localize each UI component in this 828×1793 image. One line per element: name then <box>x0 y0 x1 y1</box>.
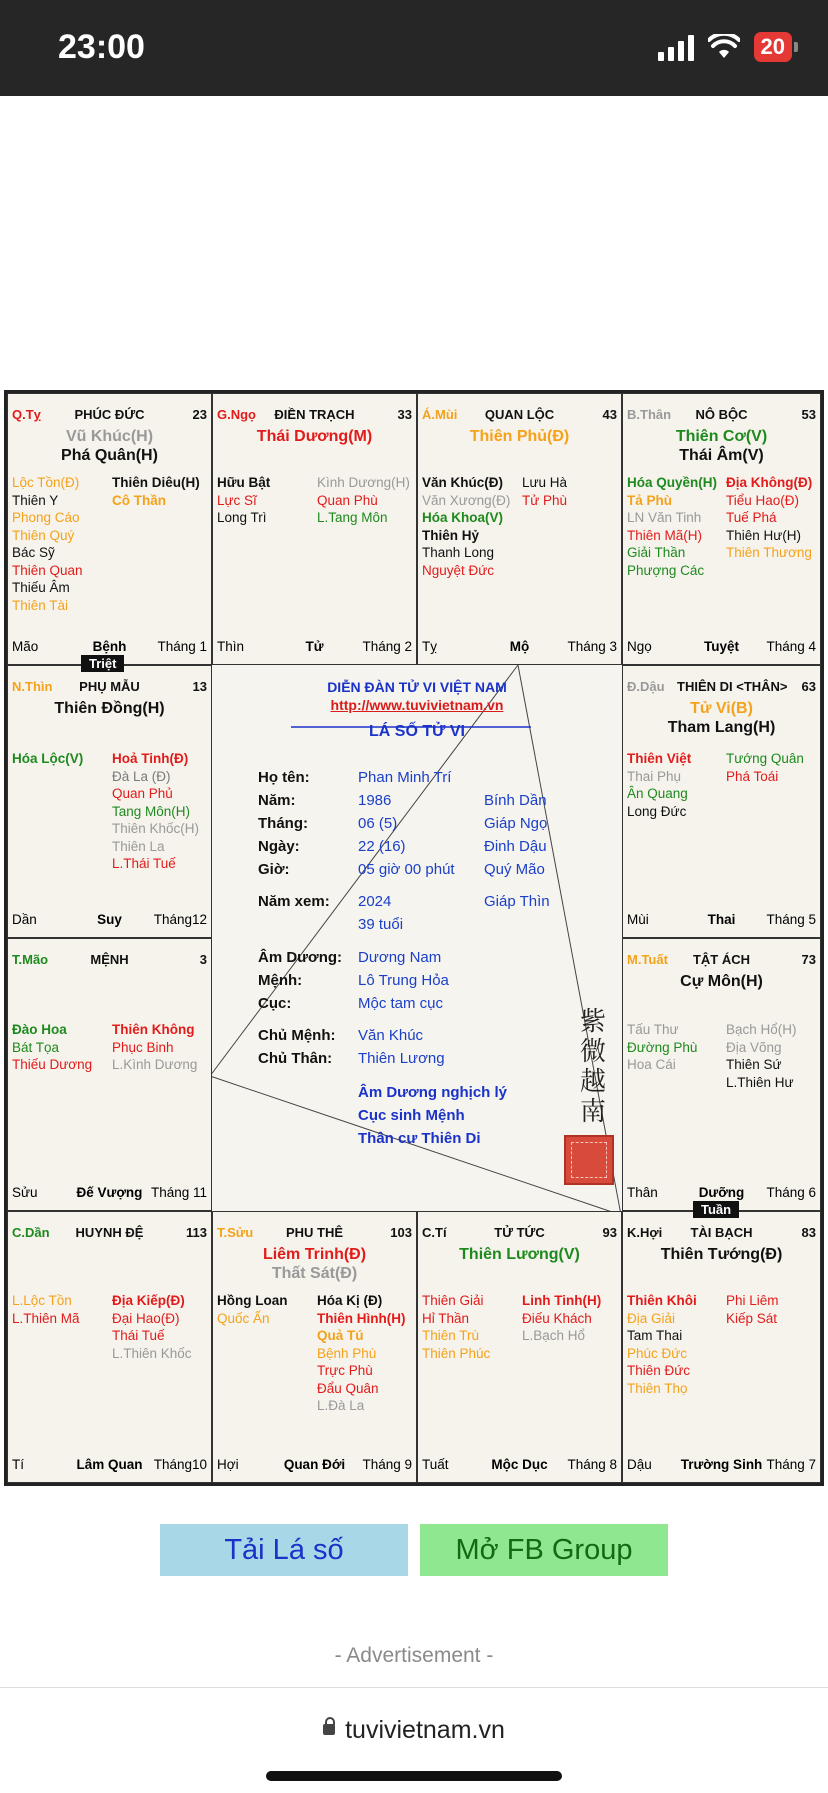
star: Thiên Sứ <box>726 1057 782 1072</box>
info-label: Mệnh: <box>258 972 303 989</box>
main-star: Thiên Đồng(H) <box>54 700 165 717</box>
star: Nguyệt Đức <box>422 562 495 578</box>
month: Tháng10 <box>153 1457 207 1472</box>
star: Tang Môn(H) <box>112 803 191 819</box>
month: Tháng 11 <box>150 1185 207 1200</box>
star: Tiểu Hao(Đ) <box>726 492 800 508</box>
status-bar <box>0 0 828 96</box>
star: Linh Tinh(H) <box>522 1293 602 1308</box>
forum-title: DIỄN ĐÀN TỬ VI VIỆT NAM <box>327 679 507 695</box>
star: Thiên Đức <box>627 1363 691 1378</box>
vertical-chinese-text: 紫 微 越 南 <box>579 1007 606 1127</box>
wifi-icon <box>708 34 740 60</box>
star: Địa Võng <box>726 1039 782 1055</box>
palace-name: NÔ BỘC <box>695 407 748 422</box>
stage: Thai <box>707 912 736 927</box>
stage: Lâm Quan <box>76 1457 143 1472</box>
star: Thiên Tài <box>12 597 69 613</box>
month: Tháng 4 <box>766 639 816 654</box>
main-star: Liêm Trinh(Đ) <box>262 1246 367 1263</box>
star: Thiên Diêu(H) <box>112 475 200 490</box>
palace-code: M.Tuất <box>627 952 668 967</box>
palace-name: TẬT ÁCH <box>692 952 751 967</box>
star: Hồng Loan <box>217 1293 288 1308</box>
palace-name: TÀI BẠCH <box>690 1225 753 1240</box>
star: Thiên La <box>112 838 165 854</box>
palace-number: 113 <box>186 1225 207 1240</box>
info-label: Họ tên: <box>258 769 310 786</box>
palace-ty[interactable] <box>417 393 622 665</box>
chart-title: LÁ SỐ TỬ VI <box>369 723 465 740</box>
info-value: Văn Khúc <box>358 1027 424 1044</box>
star: Phong Cáo <box>12 510 80 525</box>
star: L.Lộc Tồn <box>12 1293 72 1308</box>
palace-number: 43 <box>602 407 617 422</box>
red-seal-icon <box>564 1135 614 1185</box>
star: Lực Sĩ <box>217 492 257 508</box>
star: Hoa Cái <box>627 1057 676 1072</box>
month: Tháng 3 <box>567 639 617 654</box>
main-star: Tử Vi(B) <box>690 700 753 717</box>
info-extra: Giáp Thìn <box>484 893 550 910</box>
main-star: Thái Dương(M) <box>256 428 373 445</box>
info-label: Chủ Thân: <box>258 1050 333 1067</box>
palace-number: 23 <box>192 407 207 422</box>
palace-number: 93 <box>602 1225 617 1240</box>
info-value: 06 (5) <box>358 815 398 832</box>
palace-suu[interactable] <box>7 938 212 1211</box>
info-extra: Giáp Ngọ <box>484 815 548 832</box>
info-value: 22 (16) <box>358 838 406 855</box>
star: Quả Tú <box>317 1328 364 1343</box>
branch: Ngọ <box>627 639 652 654</box>
star: Phượng Các <box>627 562 705 578</box>
note: Âm Dương nghịch lý <box>358 1084 508 1101</box>
star: Thiên Việt <box>627 751 692 766</box>
star: Tấu Thư <box>627 1022 679 1037</box>
star: Thiên Quan <box>12 562 83 578</box>
branch: Mão <box>12 639 39 654</box>
palace-name: PHỤ MẪU <box>79 679 140 694</box>
star: Tướng Quân <box>726 751 804 766</box>
info-label: Ngày: <box>258 838 300 855</box>
stage: Quan Đới <box>283 1457 346 1472</box>
star: Thiên Hỷ <box>422 527 480 543</box>
star: Hóa Khoa(V) <box>422 510 503 525</box>
star: Đẩu Quân <box>317 1380 379 1396</box>
palace-mui[interactable] <box>622 665 821 938</box>
home-indicator[interactable] <box>266 1771 562 1781</box>
palace-name: QUAN LỘC <box>484 407 555 422</box>
star: Ân Quang <box>627 786 688 801</box>
star: Phá Toái <box>726 768 779 784</box>
star: Thiên Thương <box>726 545 812 560</box>
star: Long Đức <box>627 803 687 819</box>
star: Hóa Quyền(H) <box>627 475 718 490</box>
month: Tháng 2 <box>362 639 412 654</box>
palace-tuat[interactable] <box>417 1211 622 1483</box>
star: L.Đà La <box>317 1398 365 1413</box>
star: Trực Phù <box>317 1363 373 1378</box>
info-label: Giờ: <box>258 861 290 878</box>
info-extra: Quý Mão <box>484 861 545 878</box>
star: Địa Kiếp(Đ) <box>112 1293 185 1308</box>
info-label: Âm Dương: <box>258 949 343 966</box>
palace-name: TỬ TỨC <box>494 1225 545 1240</box>
branch: Tỵ <box>422 639 437 654</box>
stage: Tuyệt <box>703 639 739 654</box>
branch: Thìn <box>217 639 245 654</box>
star: Bác Sỹ <box>12 545 55 560</box>
star: Lộc Tồn(Đ) <box>12 475 80 490</box>
branch: Dần <box>12 912 37 927</box>
status-time: 23:00 <box>58 28 145 66</box>
star: Địa Không(Đ) <box>726 475 813 490</box>
star: Kiếp Sát <box>726 1310 778 1326</box>
info-value: 1986 <box>358 792 392 809</box>
palace-number: 33 <box>397 407 412 422</box>
star: Điếu Khách <box>522 1310 592 1326</box>
palace-number: 73 <box>801 952 816 967</box>
main-star: Thiên Cơ(V) <box>675 428 768 445</box>
star: Phục Binh <box>112 1039 174 1055</box>
star: Thái Tuế <box>112 1328 165 1343</box>
branch: Sửu <box>12 1185 38 1200</box>
palace-number: 3 <box>199 952 207 967</box>
branch: Hợi <box>217 1457 239 1472</box>
note: Cục sinh Mệnh <box>358 1107 465 1124</box>
star: Văn Xương(Đ) <box>422 492 511 508</box>
palace-code: C.Tí <box>422 1225 447 1240</box>
open-fb-group-button[interactable]: Mở FB Group <box>420 1524 668 1576</box>
info-label: Cục: <box>258 995 292 1012</box>
star: Hữu Bật <box>217 475 271 490</box>
address-bar[interactable] <box>0 1716 828 1745</box>
star: Bát Tọa <box>12 1039 60 1055</box>
star: Long Trì <box>217 510 267 525</box>
palace-number: 13 <box>192 679 207 694</box>
star: Thai Phụ <box>627 768 682 784</box>
palace-code: K.Hợi <box>627 1225 663 1240</box>
star: Thiên Mã(H) <box>627 527 703 543</box>
info-label: Năm xem: <box>258 893 330 910</box>
star: Lưu Hà <box>522 475 568 490</box>
month: Tháng 8 <box>567 1457 617 1472</box>
star: Thanh Long <box>422 545 495 560</box>
horoscope-chart <box>4 390 824 1486</box>
main-star: Thái Âm(V) <box>679 447 764 464</box>
triet-tag: Triệt <box>81 655 124 672</box>
star: Thiên Không <box>112 1022 195 1037</box>
palace-number: 103 <box>390 1225 412 1240</box>
palace-name: PHÚC ĐỨC <box>74 407 145 422</box>
star: Quan Phù <box>317 492 378 508</box>
star: Thiên Y <box>12 492 59 508</box>
star: Quan Phủ <box>112 786 173 801</box>
star: Tuế Phá <box>726 510 777 525</box>
palace-name: HUYNH ĐỆ <box>75 1225 144 1240</box>
star: Đại Hao(Đ) <box>112 1310 180 1326</box>
stage: Bệnh <box>92 639 127 654</box>
info-label: Chủ Mệnh: <box>258 1027 336 1044</box>
tuan-tag: Tuần <box>693 1201 739 1218</box>
star: Bạch Hổ(H) <box>726 1022 797 1037</box>
stage: Đế Vượng <box>76 1185 143 1200</box>
star: L.Thiên Mã <box>12 1310 80 1326</box>
star: L.Bạch Hổ <box>522 1328 586 1343</box>
star: Thiếu Dương <box>12 1057 93 1072</box>
month: Tháng 6 <box>766 1185 816 1200</box>
main-star: Vũ Khúc(H) <box>65 428 154 445</box>
palace-code: T.Sửu <box>217 1225 254 1240</box>
palace-code: Q.Tỵ <box>12 407 41 422</box>
star: L.Tang Môn <box>317 510 388 525</box>
palace-than[interactable] <box>622 938 821 1211</box>
stage: Mộc Dục <box>491 1457 548 1472</box>
star: Bệnh Phù <box>317 1345 377 1361</box>
star: Phúc Đức <box>627 1345 688 1361</box>
info-value: Lô Trung Hỏa <box>358 972 449 989</box>
info-value: 2024 <box>358 893 392 910</box>
main-star: Tham Lang(H) <box>667 719 776 736</box>
palace-name: PHU THÊ <box>285 1225 344 1240</box>
main-star: Phá Quân(H) <box>61 447 158 464</box>
main-star: Thiên Lương(V) <box>459 1246 580 1263</box>
star: Quốc Ấn <box>217 1310 270 1326</box>
star: Cô Thần <box>112 492 166 508</box>
browser-bottom-bar <box>0 1687 828 1793</box>
palace-code: Á.Mùi <box>422 407 458 422</box>
url-text: tuvivietnam.vn <box>345 1716 505 1744</box>
palace-code: N.Thìn <box>12 679 53 694</box>
star: Thiên Khôi <box>627 1293 697 1308</box>
palace-hoi[interactable] <box>212 1211 417 1483</box>
star: Thiên Trù <box>422 1328 480 1343</box>
star: Thiên Phúc <box>422 1345 491 1361</box>
palace-thin[interactable] <box>212 393 417 665</box>
branch: Dậu <box>627 1457 652 1472</box>
star: Hỉ Thần <box>422 1310 470 1326</box>
main-star: Thất Sát(Đ) <box>271 1265 358 1282</box>
star: L.Thiên Hư <box>726 1074 794 1090</box>
star: Tử Phù <box>522 492 568 508</box>
star: Kình Dương(H) <box>317 475 410 490</box>
info-extra: Bính Dần <box>484 792 547 809</box>
palace-code: C.Dần <box>12 1225 50 1240</box>
main-star: Thiên Phủ(Đ) <box>469 428 570 445</box>
star: Thiên Khốc(H) <box>112 821 200 836</box>
branch: Tí <box>12 1457 24 1472</box>
star: L.Kình Dương <box>112 1057 198 1072</box>
star: L.Thái Tuế <box>112 856 176 871</box>
star: Hóa Lộc(V) <box>12 751 84 766</box>
star: Đào Hoa <box>12 1022 67 1037</box>
star: Đường Phù <box>627 1039 698 1055</box>
star: Thiên Quý <box>12 527 75 543</box>
lock-icon <box>323 1724 335 1735</box>
star: L.Thiên Khốc <box>112 1345 192 1361</box>
palace-mao[interactable] <box>7 393 212 665</box>
stage: Trường Sinh <box>680 1457 763 1472</box>
main-star: Thiên Tướng(Đ) <box>660 1246 783 1263</box>
star: Văn Khúc(Đ) <box>422 475 503 490</box>
month: Tháng12 <box>153 912 207 927</box>
palace-number: 83 <box>801 1225 816 1240</box>
advertisement-label: - Advertisement - <box>334 1644 494 1667</box>
signal-icon <box>658 33 694 61</box>
star: Thiên Giải <box>422 1293 484 1308</box>
palace-number: 53 <box>801 407 816 422</box>
stage: Suy <box>97 912 122 927</box>
battery-icon: 20 <box>754 32 792 62</box>
branch: Thân <box>627 1185 658 1200</box>
palace-name: MỆNH <box>90 952 129 967</box>
stage: Mộ <box>509 639 530 654</box>
palace-ti[interactable] <box>7 1211 212 1483</box>
info-value: 39 tuổi <box>358 916 404 933</box>
stage: Dưỡng <box>698 1185 745 1200</box>
stage: Tử <box>305 639 324 654</box>
palace-ngo[interactable] <box>622 393 821 665</box>
star: Giải Thần <box>627 545 686 560</box>
status-icons <box>658 32 798 62</box>
palace-name: THIÊN DI <THÂN> <box>677 679 788 694</box>
palace-code: Đ.Dậu <box>627 679 665 694</box>
star: Tả Phù <box>627 492 673 508</box>
star: Hóa Kị (Đ) <box>317 1293 383 1308</box>
star: Tam Thai <box>627 1328 683 1343</box>
palace-code: B.Thân <box>627 407 672 422</box>
month: Tháng 5 <box>766 912 816 927</box>
palace-dan[interactable] <box>7 665 212 938</box>
palace-code: G.Ngọ <box>217 407 256 422</box>
info-value: Thiên Lương <box>358 1050 445 1067</box>
info-label: Tháng: <box>258 815 308 832</box>
info-value: Mộc tam cục <box>358 995 444 1012</box>
branch: Mùi <box>627 912 649 927</box>
star: Thiên Hư(H) <box>726 527 802 543</box>
star: Phi Liêm <box>726 1293 779 1308</box>
main-star: Cự Môn(H) <box>680 973 763 990</box>
star: Thiếu Âm <box>12 580 70 595</box>
palace-dau[interactable] <box>622 1211 821 1483</box>
month: Tháng 7 <box>766 1457 816 1472</box>
palace-number: 63 <box>801 679 816 694</box>
star: Thiên Thọ <box>627 1380 688 1396</box>
star: Thiên Hình(H) <box>317 1310 406 1326</box>
palace-code: T.Mão <box>12 952 49 967</box>
download-chart-button[interactable]: Tải Lá số <box>160 1524 408 1576</box>
star: Địa Giải <box>627 1310 676 1326</box>
star: Hoả Tinh(Đ) <box>112 751 189 766</box>
chart-center <box>212 665 622 1221</box>
month: Tháng 9 <box>362 1457 412 1472</box>
star: Đà La (Đ) <box>112 768 171 784</box>
site-link[interactable]: http://www.tuvivietnam.vn <box>330 697 504 713</box>
info-extra: Đinh Dậu <box>484 838 547 855</box>
info-value: Dương Nam <box>358 949 442 966</box>
month: Tháng 1 <box>157 639 207 654</box>
info-label: Năm: <box>258 792 296 809</box>
info-value: 05 giờ 00 phút <box>358 861 455 878</box>
palace-name: ĐIỀN TRẠCH <box>274 407 355 422</box>
branch: Tuất <box>422 1457 449 1472</box>
note: Thân cư Thiên Di <box>358 1130 481 1147</box>
info-value: Phan Minh Trí <box>358 769 452 786</box>
star: LN Văn Tinh <box>627 510 702 525</box>
